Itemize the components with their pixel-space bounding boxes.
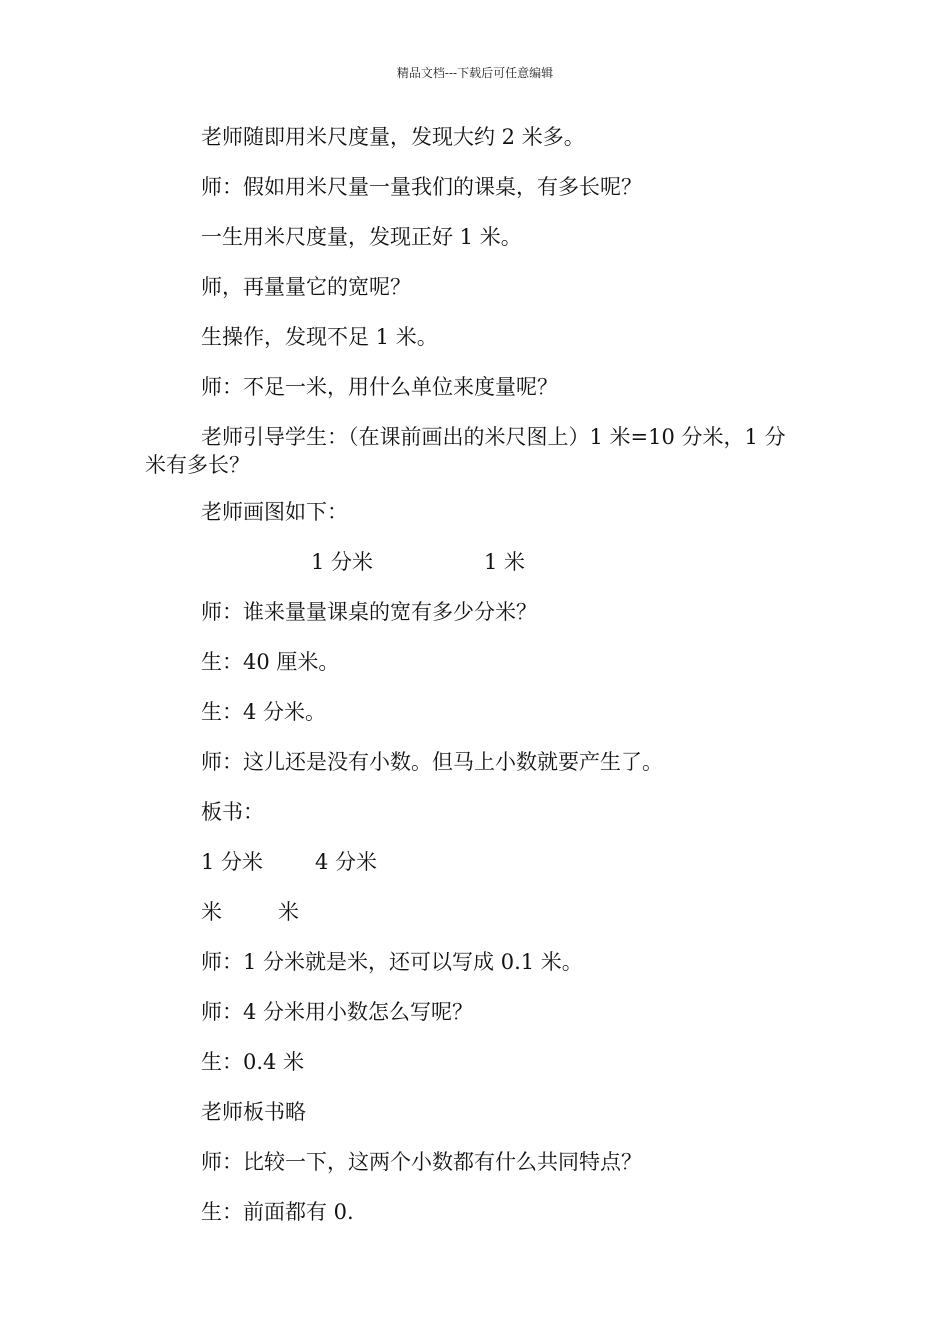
paragraph: 师：比较一下，这两个小数都有什么共同特点？ [201,1150,642,1174]
paragraph: 生操作，发现不足 1 米。 [201,325,438,349]
board-row2-left: 米 [201,900,222,924]
diagram-label-1m: 1 米 [484,550,526,574]
paragraph: 板书： [201,800,264,824]
paragraph: 生：前面都有 0. [201,1200,354,1224]
paragraph: 师，再量量它的宽呢？ [201,275,411,299]
paragraph: 师：假如用米尺量一量我们的课桌，有多长呢？ [201,175,642,199]
paragraph: 老师画图如下： [201,500,348,524]
paragraph: 师：谁来量量课桌的宽有多少分米？ [201,600,537,624]
paragraph: 生：40 厘米。 [201,650,340,674]
board-row1-right: 4 分米 [315,850,378,874]
paragraph: 老师引导学生：（在课前画出的米尺图上）1 米=10 分米，1 分 [201,425,786,449]
board-row1-left: 1 分米 [201,850,264,874]
board-row2-right: 米 [278,900,299,924]
paragraph: 师：不足一米，用什么单位来度量呢？ [201,375,558,399]
paragraph: 老师随即用米尺度量，发现大约 2 米多。 [201,125,585,149]
paragraph: 生：4 分米。 [201,700,327,724]
paragraph: 生：0.4 米 [201,1050,305,1074]
paragraph: 师：这儿还是没有小数。但马上小数就要产生了。 [201,750,663,774]
diagram-label-1dm: 1 分米 [311,550,374,574]
paragraph: 老师板书略 [201,1100,306,1124]
paragraph: 师：1 分米就是米，还可以写成 0.1 米。 [201,950,583,974]
paragraph: 师：4 分米用小数怎么写呢？ [201,1000,474,1024]
paragraph: 一生用米尺度量，发现正好 1 米。 [201,225,522,249]
paragraph-continuation: 米有多长？ [145,453,250,477]
page-header: 精品文档---下载后可任意编辑 [396,66,554,80]
